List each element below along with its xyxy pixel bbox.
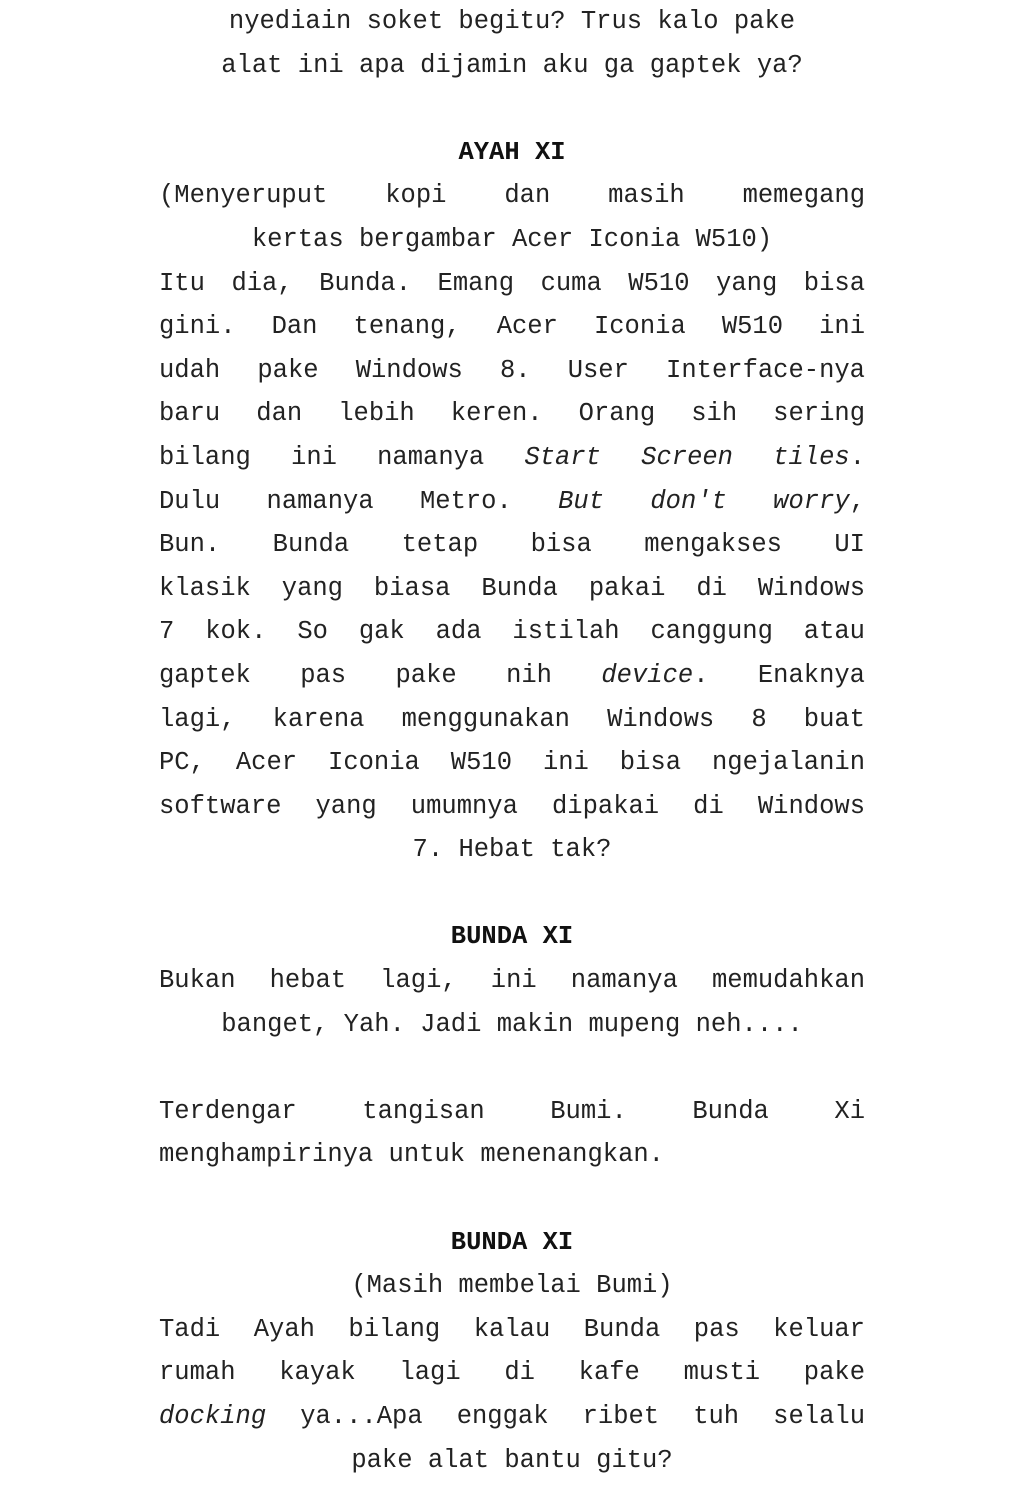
dialogue-line <box>159 349 865 393</box>
blank-line <box>159 87 865 131</box>
script-page <box>159 0 865 1482</box>
line-text: BUNDA XI <box>450 1227 574 1257</box>
dialogue-line <box>159 0 865 44</box>
parenthetical <box>159 218 865 262</box>
blank-line <box>159 1046 865 1090</box>
dialogue-line <box>159 44 865 88</box>
line-text: ya...Apa enggak ribet tuh selalu <box>266 1402 865 1431</box>
dialogue-line <box>159 1003 865 1047</box>
line-text: baru dan lebih keren. Orang sih sering <box>159 399 865 429</box>
line-text: (Menyeruput kopi dan masih memegang <box>159 181 865 211</box>
dialogue-line <box>159 1351 865 1395</box>
character-name <box>159 915 865 959</box>
line-text: menghampirinya untuk menenangkan. <box>159 1140 664 1170</box>
line-text: Itu dia, Bunda. Emang cuma W510 yang bisa <box>159 268 865 298</box>
dialogue-line <box>159 523 865 567</box>
italic-text: Start Screen tiles <box>524 442 850 472</box>
line-text: AYAH XI <box>458 137 566 167</box>
line-text: pake alat bantu gitu? <box>351 1445 673 1475</box>
line-text: software yang umumnya dipakai di Windows <box>159 791 865 821</box>
line-text: , <box>849 486 865 516</box>
line-text: udah pake Windows 8. User Interface-nya <box>159 355 865 385</box>
line-text: Tadi Ayah bilang kalau Bunda pas keluar <box>159 1314 865 1344</box>
italic-text: device <box>601 660 694 690</box>
line-text: nyediain soket begitu? Trus kalo pake <box>228 7 796 36</box>
dialogue-line <box>159 959 865 1003</box>
line-text: Dulu namanya Metro. <box>159 486 559 516</box>
line-text: . <box>849 442 865 472</box>
character-name <box>159 131 865 175</box>
dialogue-line <box>159 1395 865 1439</box>
dialogue-line <box>159 262 865 306</box>
dialogue-line <box>159 828 865 872</box>
line-text: 7. Hebat tak? <box>412 835 612 865</box>
line-text: . Enaknya <box>693 660 865 690</box>
dialogue-line <box>159 436 865 480</box>
dialogue-line <box>159 698 865 742</box>
dialogue-line <box>159 741 865 785</box>
blank-line <box>159 1177 865 1221</box>
line-text: alat ini apa dijamin aku ga gaptek ya? <box>221 50 803 80</box>
dialogue-line <box>159 785 865 829</box>
line-text: (Masih membelai Bumi) <box>351 1271 673 1301</box>
parenthetical <box>159 174 865 218</box>
action-line <box>159 1090 865 1134</box>
line-text: Terdengar tangisan Bumi. Bunda Xi <box>159 1096 865 1126</box>
dialogue-line <box>159 1439 865 1483</box>
line-text: BUNDA XI <box>450 922 574 952</box>
line-text: gaptek pas pake nih <box>159 660 602 690</box>
dialogue-line <box>159 610 865 654</box>
dialogue-line <box>159 480 865 524</box>
line-text: klasik yang biasa Bunda pakai di Windows <box>159 573 865 603</box>
line-text: Bun. Bunda tetap bisa mengakses UI <box>159 530 865 560</box>
line-text: 7 kok. So gak ada istilah canggung atau <box>159 617 865 647</box>
line-text: gini. Dan tenang, Acer Iconia W510 ini <box>159 312 865 342</box>
line-text: lagi, karena menggunakan Windows 8 buat <box>159 704 865 734</box>
line-text: banget, Yah. Jadi makin mupeng neh.... <box>221 1009 803 1039</box>
dialogue-line <box>159 654 865 698</box>
line-text: rumah kayak lagi di kafe musti pake <box>159 1358 865 1388</box>
line-text: Bukan hebat lagi, ini namanya memudahkan <box>159 966 865 996</box>
parenthetical <box>159 1264 865 1308</box>
line-text: PC, Acer Iconia W510 ini bisa ngejalanin <box>159 748 865 778</box>
dialogue-line <box>159 392 865 436</box>
dialogue-line <box>159 305 865 349</box>
italic-text: But don't worry <box>558 486 850 516</box>
blank-line <box>159 872 865 916</box>
action-line <box>159 1133 865 1177</box>
dialogue-line <box>159 1308 865 1352</box>
line-text: bilang ini namanya <box>159 442 525 472</box>
character-name <box>159 1221 865 1265</box>
dialogue-line <box>159 567 865 611</box>
italic-text: docking <box>159 1402 267 1431</box>
line-text: kertas bergambar Acer Iconia W510) <box>251 224 773 254</box>
